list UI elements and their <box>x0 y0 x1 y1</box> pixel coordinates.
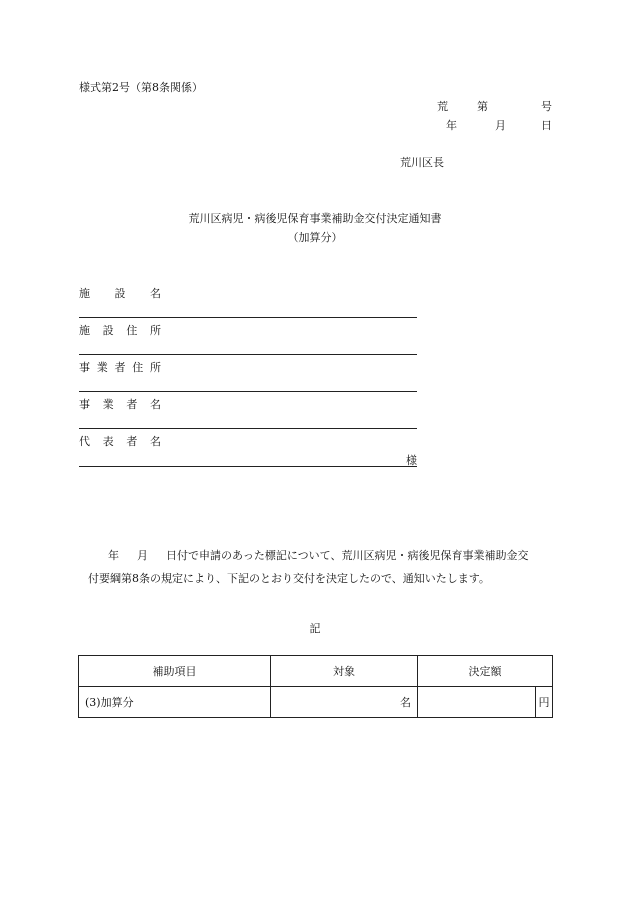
doc-number-go: 号 <box>541 100 552 113</box>
field-label-operator-address <box>79 362 161 373</box>
body-paragraph <box>84 544 559 590</box>
label-char: 名 <box>149 398 161 411</box>
row-amount-unit: 円 <box>535 687 552 717</box>
facility-address-line <box>79 354 417 355</box>
label-char: 名 <box>150 287 161 300</box>
label-char: 所 <box>149 324 161 337</box>
field-label-facility-address <box>79 325 161 336</box>
representative-name-line <box>79 466 417 467</box>
body-line2: 付要綱第8条の規定により、下記のとおり交付を決定したので、通知いたします。 <box>88 572 490 585</box>
label-char: 者 <box>126 435 138 448</box>
issuer: 荒川区長 <box>400 156 444 169</box>
label-char: 表 <box>102 435 114 448</box>
body-line1: 日付で申請のあった標記について、荒川区病児・病後児保育事業補助金交 <box>166 549 529 562</box>
header-item: 補助項目 <box>79 656 271 687</box>
field-label-operator-name <box>79 399 161 410</box>
row-target-unit: 名 <box>271 687 418 718</box>
row-item: (3)加算分 <box>79 687 271 718</box>
label-char: 所 <box>150 361 161 374</box>
document-subtitle: （加算分） <box>287 231 343 244</box>
document-title: 荒川区病児・病後児保育事業補助金交付決定通知書 <box>188 212 442 225</box>
label-char: 業 <box>96 361 108 374</box>
label-char: 施 <box>79 324 90 337</box>
label-char: 設 <box>114 287 126 300</box>
body-month: 月 <box>137 549 148 562</box>
label-char: 者 <box>114 361 126 374</box>
table-row <box>79 687 553 718</box>
doc-number-dai: 第 <box>477 100 488 113</box>
label-char: 者 <box>126 398 138 411</box>
operator-name-line <box>79 428 417 429</box>
header-amount: 決定額 <box>418 656 553 687</box>
operator-address-line <box>79 391 417 392</box>
field-label-facility-name <box>79 288 161 299</box>
label-char: 代 <box>79 435 90 448</box>
decision-table <box>78 655 553 718</box>
facility-name-line <box>79 317 417 318</box>
date-year: 年 <box>446 119 457 132</box>
doc-number-prefix: 荒 <box>437 100 448 113</box>
label-char: 名 <box>149 435 161 448</box>
label-char: 住 <box>126 324 138 337</box>
field-label-representative-name <box>79 436 161 447</box>
label-char: 住 <box>132 361 144 374</box>
label-char: 事 <box>79 361 90 374</box>
row-amount-cell <box>418 687 553 718</box>
label-char: 設 <box>102 324 114 337</box>
label-char: 施 <box>79 287 90 300</box>
ki-heading: 記 <box>309 622 321 635</box>
table-header-row <box>79 656 553 687</box>
date-day: 日 <box>541 119 552 132</box>
form-label: 様式第2号（第8条関係） <box>79 81 203 94</box>
date-month: 月 <box>495 119 506 132</box>
body-year: 年 <box>108 549 119 562</box>
label-char: 事 <box>79 398 90 411</box>
header-target: 対象 <box>271 656 418 687</box>
label-char: 業 <box>102 398 114 411</box>
honorific-sama: 様 <box>406 454 417 467</box>
